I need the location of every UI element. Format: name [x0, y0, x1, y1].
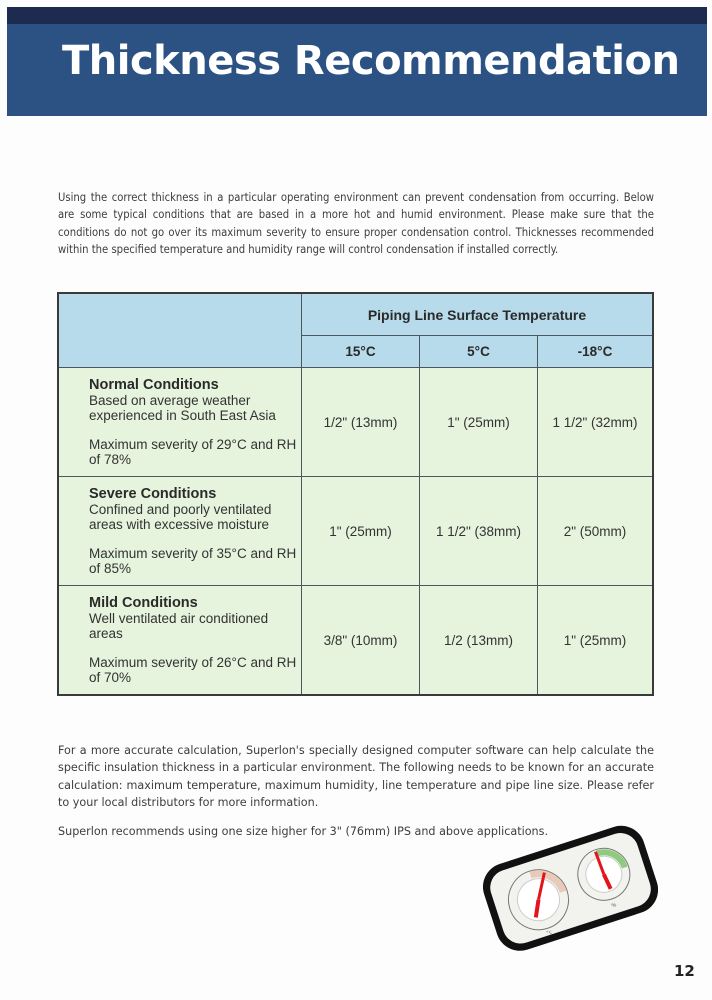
group-header: Piping Line Surface Temperature — [302, 293, 654, 336]
column-header-minus18c: -18°C — [538, 336, 654, 368]
condition-description: Well ventilated air conditioned areas — [89, 610, 269, 641]
condition-description: Based on average weather experienced in South East Asia — [89, 392, 276, 423]
recommendation-note: Superlon recommends using one size higher for 3" (76mm) IPS and above applications. — [58, 825, 549, 838]
value-cell: 3/8" (10mm) — [302, 586, 420, 696]
table-corner-cell — [58, 293, 302, 368]
software-paragraph: For a more accurate calculation, Superlon's specially designed computer software can help calculate the specific insulation thickness in a particular environment. The following needs to be known for an accurate calculation: maximum temperature, maximum humidity, line temperature and pipe line size. Please refer to your local distributors for more information. — [58, 744, 654, 810]
top-dark-bar — [7, 7, 707, 24]
condition-cell — [58, 368, 302, 477]
value-cell: 1/2 (13mm) — [420, 586, 538, 696]
condition-title: Mild Conditions — [89, 594, 198, 611]
thermometer-hygrometer-image — [478, 822, 658, 952]
value-cell: 2" (50mm) — [538, 477, 654, 586]
value-cell: 1" (25mm) — [538, 586, 654, 696]
condition-severity: Maximum severity of 35°C and RH of 85% — [89, 545, 297, 576]
page-number: 12 — [674, 962, 695, 980]
condition-title: Severe Conditions — [89, 485, 217, 502]
value-cell: 1 1/2" (32mm) — [538, 368, 654, 477]
page-title: Thickness Recommendation — [62, 38, 680, 84]
value-cell: 1 1/2" (38mm) — [420, 477, 538, 586]
value-cell: 1" (25mm) — [302, 477, 420, 586]
thickness-table — [57, 292, 654, 696]
condition-description: Confined and poorly ventilated areas with excessive moisture — [89, 501, 272, 532]
hygrometer-icon — [478, 822, 658, 952]
title-banner — [7, 24, 707, 116]
condition-cell — [58, 477, 302, 586]
column-header-15c: 15°C — [302, 336, 420, 368]
table-row — [58, 586, 653, 696]
condition-cell — [58, 586, 302, 696]
svg-text:%: % — [610, 902, 618, 910]
condition-severity: Maximum severity of 26°C and RH of 70% — [89, 654, 297, 685]
table-row — [58, 368, 653, 477]
value-cell: 1" (25mm) — [420, 368, 538, 477]
svg-text:°c: °c — [545, 929, 553, 937]
condition-title: Normal Conditions — [89, 376, 219, 393]
intro-paragraph: Using the correct thickness in a particular operating environment can prevent condensation from occurring. Below are some typical conditions that are based in a more hot and humid environment. Please make sure that the conditions do not go over its maximum severity to ensure proper condensation control. Thicknesses recommended within the specified temperature and humidity range will control condensation if installed correctly. — [58, 191, 654, 257]
condition-severity: Maximum severity of 29°C and RH of 78% — [89, 436, 297, 467]
table-row — [58, 477, 653, 586]
value-cell: 1/2" (13mm) — [302, 368, 420, 477]
column-header-5c: 5°C — [420, 336, 538, 368]
